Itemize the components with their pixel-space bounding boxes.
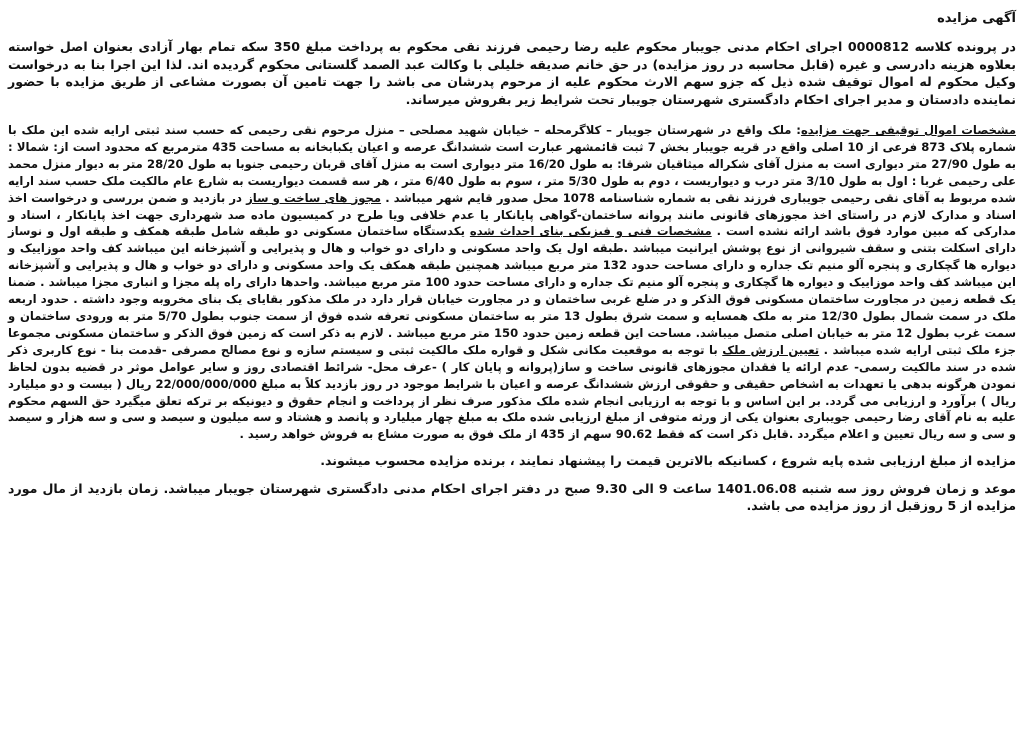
- intro-paragraph: در پرونده کلاسه 0000812 اجرای احکام مدنی جویبار محکوم علیه رضا رحیمی فرزند نقی محکوم به پرداخت مبلغ 350 سکه تمام بهار آزادی بعنوان اصل خواسته بعلاوه هزینه دادرسی و غیره (قابل محاسبه در روز مزایده) در حق خانم صدیقه خلیلی با وکالت عبد الصمد گلستانی محکوم گردیده اند. لذا این اجرا بنا به درخواست وکیل محکوم له اموال توقیف شده ذیل که جزو سهم الارث محکوم علیه از مرحوم پدرشان می باشد را جهت تامین آن بصورت مشاعی از طریق مزایده با حضور نماینده دادستان و مدیر اجرای احکام دادگستری شهرستان جویبار تحت شرایط زیر بفروش میرساند.: [8, 39, 1017, 107]
- technical-heading: مشخصات فنی و فیزیکی بنای احداث شده: [469, 224, 712, 239]
- spec-heading: مشخصات اموال توقیفی جهت مزایده: [800, 123, 1017, 137]
- schedule-paragraph: موعد و زمان فروش روز سه شنبه 1401.06.08 ساعت 9 الی 9.30 صبح در دفتر اجرای احکام مدنی دادگستری شهرستان جویبار میباشد. زمان بازدید از مال مورد مزایده از 5 روزقبل از روز مزایده می باشد.: [8, 480, 1016, 514]
- valuation-heading: تعیین ارزش ملک: [722, 342, 820, 357]
- permits-text: در بازدید و ضمن بررسی و درخواست اخذ اسناد و مدارک لازم در راستای اخذ مجوزهای قانونی مانند پروانه ساختمان-گواهی پایانکار یا عدم خلافی ویا طرح در کمیسیون ماده صد شهرداری جهت اخذ پایانکار ، اسناد و مدارکی که مبین موارد فوق باشد ارائه نشده است .: [8, 190, 1016, 239]
- auction-notice: [8, 10, 1016, 515]
- spec-intro-text: : ملک واقع در شهرستان جویبار – کلاگرمحله – خیابان شهید مصلحی – منزل مرحوم نقی رحیمی که حسب سند ثبتی ارایه شده این ملک با شماره پلاک 873 فرعی از 10 اصلی واقع در قریه جویبار بخش 7 ثبت قائمشهر عبارت است ششدانگ عرصه و اعیان یکبابخانه به مساحت 435 مترمربع که محدود است از: شمالا : به طول 27/90 متر دیواری است به منزل آقای شکراله میثاقیان شرقا: به طول 16/20 متر دیواری است به منزل آقای قربان رحیمی جنوبا به طول 28/20 متر به دیوار منزل محمد علی رحیمی غربا : اول به طول 3/10 متر درب و دیواریست ، دوم به طول 5/30 متر ، سوم به طول 6/40 متر ، هر سه قسمت دیواریست به شارع عام مالکیت ملک حسب سند ارایه شده مربوط به آقای نقی رحیمی جویباری فرزند نقی به شماره شناسنامه 1078 محل صدور قایم شهر میباشد .: [8, 123, 1017, 205]
- notice-title: آگهی مزایده: [937, 11, 1016, 26]
- auction-rule-paragraph: مزایده از مبلغ ارزیابی شده پایه شروع ، کسانیکه بالاترین قیمت را پیشنهاد نمایند ، برنده مزایده محسوب میشوند.: [320, 453, 1016, 469]
- permits-heading: مجوز های ساخت و ساز: [246, 190, 382, 205]
- valuation-text: با توجه به موقعیت مکانی شکل و قواره ملک مالکیت ثبتی و سیستم سازه و نوع مصالح مصرفی -قدمت بنا - نوع کاربری ذکر شده در سند مالکیت رسمی- عدم ارائه یا فقدان مجوزهای قانونی ساخت و ساز(پروانه و پایان کار ) -عرف محل- شرائط اقتصادی روز و سایر عوامل موثر در قضیه بدون لحاظ نمودن هرگونه بدهی یا تعهدات به اشخاص حقیقی و حقوقی ارزش ششدانگ عرصه و اعیان با شرایط موجود در روز بازدید کلاً به مبلغ 22/000/000/000 ریال ( بیست و دو میلیارد ریال ) برآورد و ارزیابی می گردد. بر این اساس و با توجه به ارزیابی انجام شده ملک مذکور صرف نظر از پرداخت و انجام حقوق و دیونیکه بر ترکه تعلق میگیرد حق السهم محکوم علیه به نام آقای رضا رحیمی جویباری بعنوان یکی از ورثه متوفی از مبلغ ارزیابی شده ملک به مبلغ چهار میلیارد و پانصد و هشتاد و سه میلیون و سیصد و سی و سه هزار و سیصد و سی و سه ریال تعیین و اعلام میگردد .قابل ذکر است که فقط 90.62 سهم از 435 از ملک فوق به صورت مشاع به فروش خواهد رسید .: [8, 342, 1016, 442]
- property-spec-paragraph: [8, 122, 1016, 443]
- technical-text: یکدستگاه ساختمان مسکونی دو طبقه شامل طبقه همکف و طبقه اول و نوساز دارای اسکلت بتنی و سقف شیروانی از نوع پوشش ایرانیت میباشد .طبقه اول یک واحد مسکونی و دارای دو خواب و هال و پذیرایی و آشپزخانه این میباشد کف واحد موزاییک و دیواره ها گچکاری و پنجره آلو منیم تک جداره و دارای مساحت حدود 132 متر مربع میباشد همچنین طبقه همکف یک واحد مسکونی و دارای دو خواب و هال و پذیرایی و آشپزخانه این میباشد کف واحد موزاییک و دیواره ها گچکاری و پنجره آلو منیم تک جداره و دارای مساحت حدود 100 متر مربع میباشد. واحدها دارای راه پله مجزا و انباری مجزا میباشد . ضمنا یک قطعه زمین در مجاورت ساختمان مسکونی فوق الذکر و در ضلع غربی ساختمان و در مجاورت خیابان قرار دارد در ملک مذکور بقایای یک بنای مخروبه وجود داشته . حدود اربعه ملک در سمت شمال بطول 12/30 متر به ملک همسایه و سمت شرق بطول 13 متر به ساختمان مسکونی تعرفه شده فوق از سمت جنوب بطول 5/70 متر به ورودی ساختمان و سمت غرب بطول 12 متر به خیابان اصلی متصل میباشد. مساحت این قطعه زمین حدود 150 متر مربع میباشد . لازم به ذکر است که زمین فوق الذکر و ساختمان مسکونی مجموعا جزء ملک ثبتی ارایه شده میباشد .: [8, 224, 1017, 357]
